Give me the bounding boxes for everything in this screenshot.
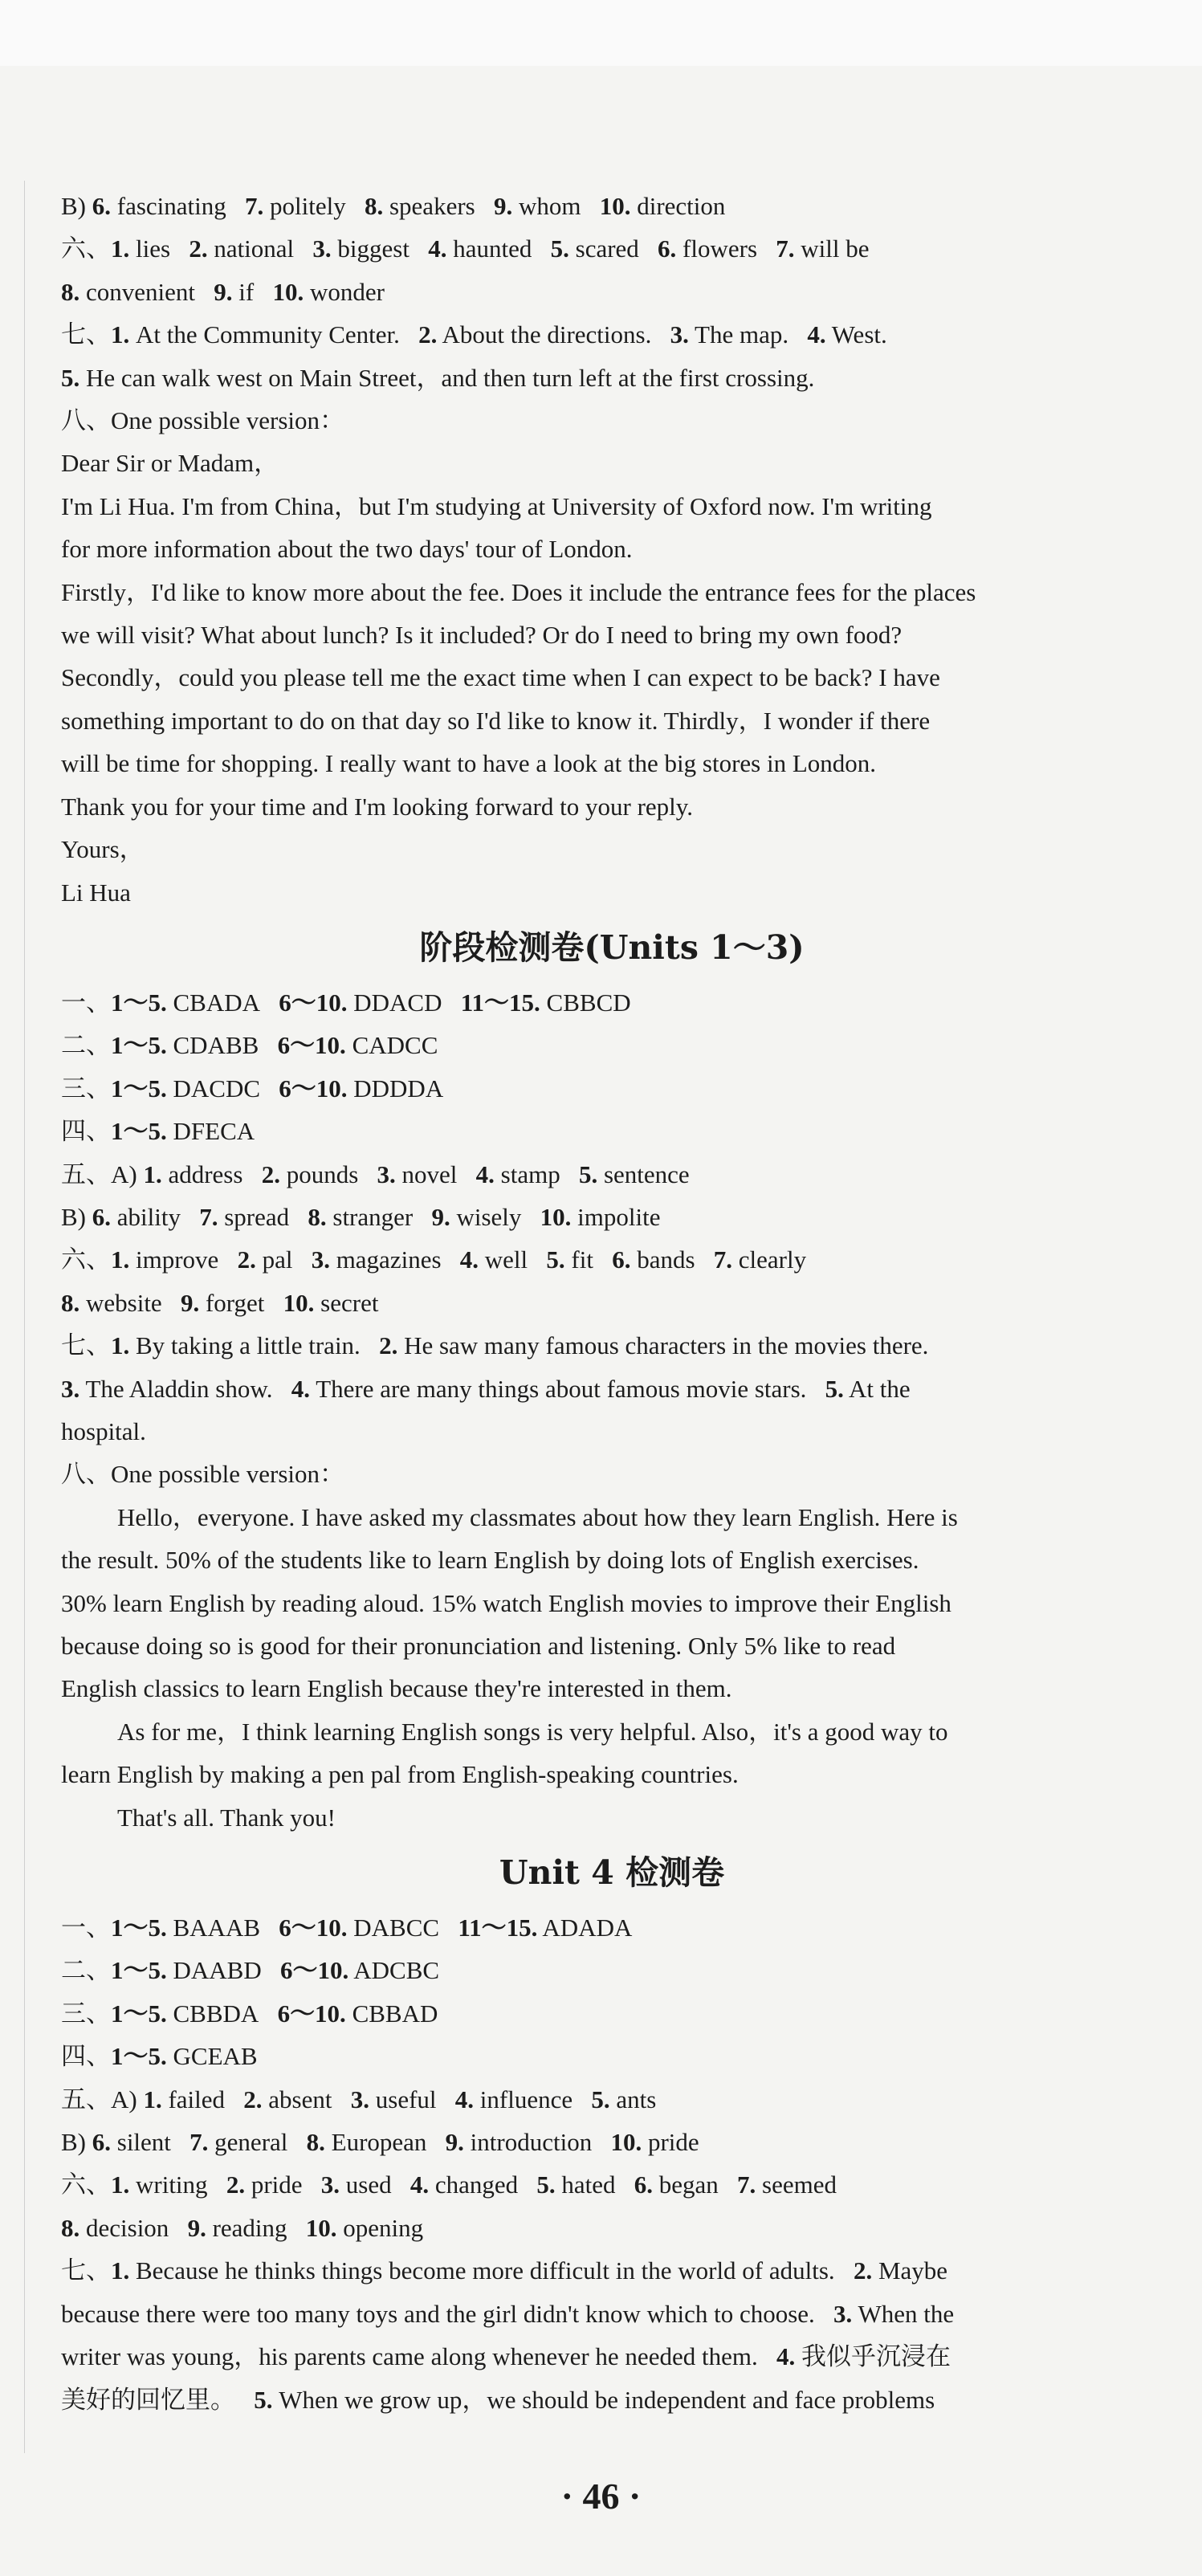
section-title-unit4: Unit 4 检测卷 (499, 1853, 725, 1893)
answer-line: 八、One possible version： (61, 406, 345, 435)
answer-line: 四、1～5. GCEAB (61, 2042, 258, 2071)
answer-line: 二、1～5. CDABB 6～10. CADCC (61, 1031, 438, 1060)
answer-line: because there were too many toys and the girl didn't know which to choose. 3. When the (61, 2299, 955, 2328)
answer-line: B) 6. fascinating 7. politely 8. speakers 9. whom 10. direction (61, 192, 726, 220)
page-number: · 46 · (560, 2476, 642, 2517)
answer-line: something important to do on that day so I'd like to know it. Thirdly，I wonder if there (61, 706, 931, 735)
essay-line: learn English by making a pen pal from English-speaking countries. (61, 1760, 739, 1789)
answer-line: 六、1. lies 2. national 3. biggest 4. haunted 5. scared 6. flowers 7. will be (61, 234, 870, 263)
answer-line: 八、One possible version： (61, 1460, 345, 1489)
answer-line: 美好的回忆里。 5. When we grow up，we should be independent and face problems (61, 2385, 935, 2414)
answer-line: 二、1～5. DAABD 6～10. ADCBC (61, 1956, 440, 1985)
answer-line: hospital. (61, 1416, 146, 1445)
answer-line: 五、A) 1. address 2. pounds 3. novel 4. stamp 5. sentence (61, 1160, 690, 1188)
stage-test-essay (61, 1496, 1163, 1839)
answer-line: 三、1～5. DACDC 6～10. DDDDA (61, 1074, 444, 1103)
answer-line: Firstly，I'd like to know more about the fee. Does it include the entrance fees for the places (61, 577, 976, 606)
answer-line: 五、A) 1. failed 2. absent 3. useful 4. influence 5. ants (61, 2085, 657, 2113)
essay-line: English classics to learn English because they're interested in them. (61, 1674, 732, 1703)
answer-line: 三、1～5. CBBDA 6～10. CBBAD (61, 1999, 438, 2028)
answer-line: Secondly，could you please tell me the exact time when I can expect to be back? I have (61, 663, 940, 692)
answer-line: I'm Li Hua. I'm from China，but I'm studying at University of Oxford now. I'm writing (61, 491, 932, 520)
answer-line: 六、1. writing 2. pride 3. used 4. changed 5. hated 6. began 7. seemed (61, 2170, 837, 2199)
answer-line: 七、1. At the Community Center. 2. About the directions. 3. The map. 4. West. (61, 320, 887, 349)
answer-line: 六、1. improve 2. pal 3. magazines 4. well 5. fit 6. bands 7. clearly (61, 1245, 807, 1274)
answer-line: 8. decision 9. reading 10. opening (61, 2213, 424, 2242)
answer-line: 四、1～5. DFECA (61, 1117, 255, 1146)
essay-line: As for me，I think learning English songs is very helpful. Also，it's a good way to (117, 1717, 948, 1746)
stage-test-lines (61, 981, 1163, 1496)
answer-line: 8. convenient 9. if 10. wonder (61, 277, 385, 306)
essay-line: Hello，everyone. I have asked my classmates about how they learn English. Here is (117, 1502, 958, 1531)
answer-line: B) 6. ability 7. spread 8. stranger 9. wisely 10. impolite (61, 1202, 661, 1231)
answer-line: for more information about the two days' tour of London. (61, 535, 633, 564)
unit4-lines (61, 1906, 1163, 2421)
answer-line: Dear Sir or Madam， (61, 449, 279, 478)
answer-line: 一、1～5. CBADA 6～10. DDACD 11～15. CBBCD (61, 988, 631, 1017)
section-title-stage-test: 阶段检测卷(Units 1～3) (419, 927, 805, 967)
answer-line: 七、1. Because he thinks things become more difficult in the world of adults. 2. Maybe (61, 2256, 948, 2285)
answer-line: 5. He can walk west on Main Street，and then turn left at the first crossing. (61, 363, 815, 392)
top-margin (0, 0, 1202, 66)
answer-line: B) 6. silent 7. general 8. European 9. introduction 10. pride (61, 2128, 699, 2157)
answer-line: Li Hua (61, 878, 131, 907)
answer-line: 3. The Aladdin show. 4. There are many things about famous movie stars. 5. At the (61, 1374, 911, 1403)
answer-line: Thank you for your time and I'm looking forward to your reply. (61, 792, 694, 821)
margin-rule (24, 181, 25, 2453)
answer-line: Yours， (61, 835, 145, 864)
prev-section-lines (61, 185, 1163, 914)
answer-line: 七、1. By taking a little train. 2. He saw many famous characters in the movies there. (61, 1331, 929, 1360)
essay-line: That's all. Thank you! (117, 1803, 336, 1832)
answer-line: writer was young，his parents came along whenever he needed them. 4. 我似乎沉浸在 (61, 2342, 951, 2371)
essay-line: the result. 50% of the students like to learn English by doing lots of English exercises. (61, 1546, 919, 1575)
essay-line: 30% learn English by reading aloud. 15% watch English movies to improve their English (61, 1588, 951, 1617)
answer-line: 一、1～5. BAAAB 6～10. DABCC 11～15. ADADA (61, 1914, 633, 1942)
essay-line: because doing so is good for their pronunciation and listening. Only 5% like to read (61, 1632, 896, 1660)
answer-key-page (61, 185, 1163, 2421)
answer-line: we will visit? What about lunch? Is it included? Or do I need to bring my own food? (61, 621, 903, 650)
answer-line: 8. website 9. forget 10. secret (61, 1288, 379, 1317)
answer-line: will be time for shopping. I really want to have a look at the big stores in London. (61, 749, 877, 778)
